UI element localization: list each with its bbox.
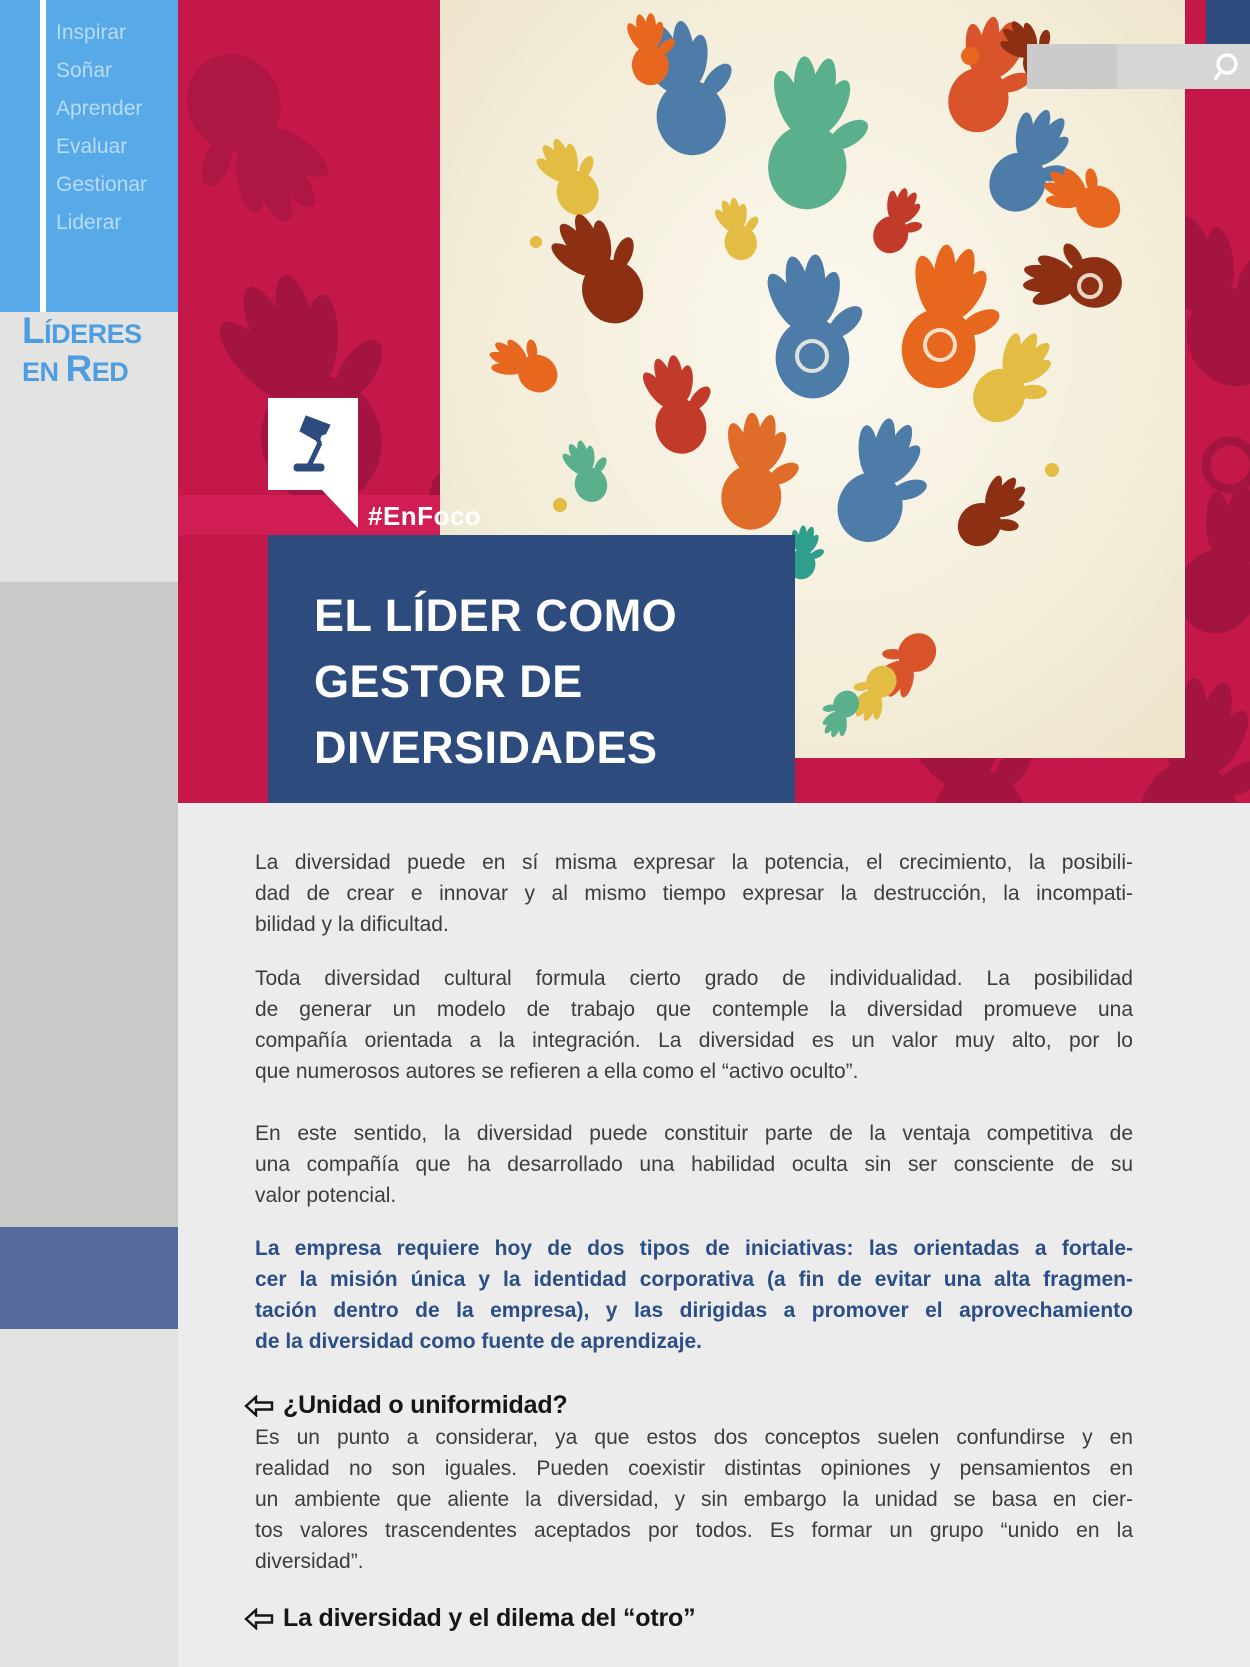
section-heading-text: La diversidad y el dilema del “otro” — [283, 1604, 696, 1632]
paragraph-1-line: bilidad y la dificultad. — [255, 913, 449, 936]
search-icon — [1210, 51, 1242, 83]
paragraph-4-line: diversidad”. — [255, 1550, 364, 1573]
sidebar-item-liderar[interactable]: Liderar — [56, 211, 122, 234]
paragraph-4-line: tos valores trascendentes aceptados por todos. Es formar un grupo “unido en la — [255, 1519, 1133, 1542]
paragraph-2-line: Toda diversidad cultural formula cierto grado de individualidad. La posibilidad — [255, 967, 1133, 990]
page-title-line2: GESTOR DE — [314, 656, 583, 707]
paragraph-3 — [255, 1118, 1133, 1211]
sidebar-item-inspirar[interactable]: Inspirar — [56, 21, 127, 44]
highlight-paragraph-line: de la diversidad como fuente de aprendizaje. — [255, 1330, 702, 1353]
left-rail — [0, 0, 178, 1667]
enfoco-bubble — [268, 398, 358, 490]
title-block — [268, 535, 795, 803]
highlight-paragraph-line: cer la misión única y la identidad corporativa (a fin de evitar una alta fragmen- — [255, 1268, 1133, 1291]
paragraph-1 — [255, 847, 1133, 940]
hero-banner — [178, 0, 1250, 803]
logo-line1-rest: ÍDERES — [44, 319, 142, 349]
paragraph-2 — [255, 963, 1133, 1087]
paragraph-1-line: dad de crear e innovar y al mismo tiempo expresar la destrucción, la incompati- — [255, 882, 1133, 905]
page-title-line3: DIVERSIDADES — [314, 722, 658, 773]
sidebar-item-gestionar[interactable]: Gestionar — [56, 173, 148, 196]
paragraph-2-line: compañía orientada a la integración. La diversidad es un valor muy alto, por lo — [255, 1029, 1133, 1052]
page-title-line1: EL LÍDER COMO — [314, 590, 678, 641]
back-arrow-icon — [244, 1608, 274, 1630]
logo-line1-initial: L — [22, 310, 45, 351]
bubble-tail — [322, 490, 358, 528]
paragraph-1-line: La diversidad puede en sí misma expresar la potencia, el crecimiento, la posibili- — [255, 851, 1133, 874]
search-bar-light-segment — [1117, 44, 1250, 89]
paragraph-3-line: una compañía que ha desarrollado una habilidad oculta sin ser consciente de su — [255, 1153, 1133, 1176]
search-button[interactable] — [1210, 51, 1242, 83]
sidebar-menu — [56, 22, 147, 250]
sidebar-item-sonar[interactable]: Soñar — [56, 59, 113, 82]
rail-mid-gray-block — [0, 582, 178, 1227]
paragraph-3-line: En este sentido, la diversidad puede constituir parte de la ventaja competitiva de — [255, 1122, 1133, 1145]
sidebar-item-aprender[interactable]: Aprender — [56, 97, 143, 120]
paragraph-2-line: de generar un modelo de trabajo que contemple la diversidad promueve una — [255, 998, 1133, 1021]
enfoco-tag: #EnFoco — [368, 501, 482, 531]
search-bar-dark-segment — [1027, 44, 1117, 89]
highlight-paragraph — [255, 1233, 1133, 1357]
desk-lamp-icon — [281, 412, 345, 476]
article-body — [178, 803, 1250, 1667]
lideres-en-red-logo[interactable] — [22, 310, 142, 392]
rail-lower-gray-block — [0, 1329, 178, 1667]
paragraph-4 — [255, 1422, 1133, 1577]
paragraph-2-line: que numerosos autores se refieren a ella como el “activo oculto”. — [255, 1060, 859, 1083]
top-search-bar — [1027, 44, 1250, 89]
paragraph-4-line: un ambiente que aliente la diversidad, y sin embargo la unidad se basa en cier- — [255, 1488, 1133, 1511]
section-heading-dilema — [244, 1604, 695, 1633]
sidebar-nav — [0, 0, 178, 312]
logo-line2-initial: R — [65, 348, 92, 389]
section-heading-unidad — [244, 1391, 567, 1420]
paragraph-4-line: Es un punto a considerar, ya que estos dos conceptos suelen confundirse y en — [255, 1426, 1133, 1449]
paragraph-3-line: valor potencial. — [255, 1184, 397, 1207]
navy-corner-block — [1206, 0, 1250, 44]
back-arrow-icon — [244, 1395, 274, 1417]
highlight-paragraph-line: La empresa requiere hoy de dos tipos de iniciativas: las orientadas a fortale- — [255, 1237, 1133, 1260]
highlight-paragraph-line: tación dentro de la empresa), y las dirigidas a promover el aprovechamiento — [255, 1299, 1133, 1322]
paragraph-4-line: realidad no son iguales. Pueden coexistir distintas opiniones y pensamientos en — [255, 1457, 1133, 1480]
sidebar-divider — [40, 0, 46, 312]
sidebar-item-evaluar[interactable]: Evaluar — [56, 135, 128, 158]
section-heading-text: ¿Unidad o uniformidad? — [283, 1391, 568, 1419]
logo-line2-en: EN — [22, 357, 66, 387]
logo-line2-rest: ED — [91, 357, 129, 387]
